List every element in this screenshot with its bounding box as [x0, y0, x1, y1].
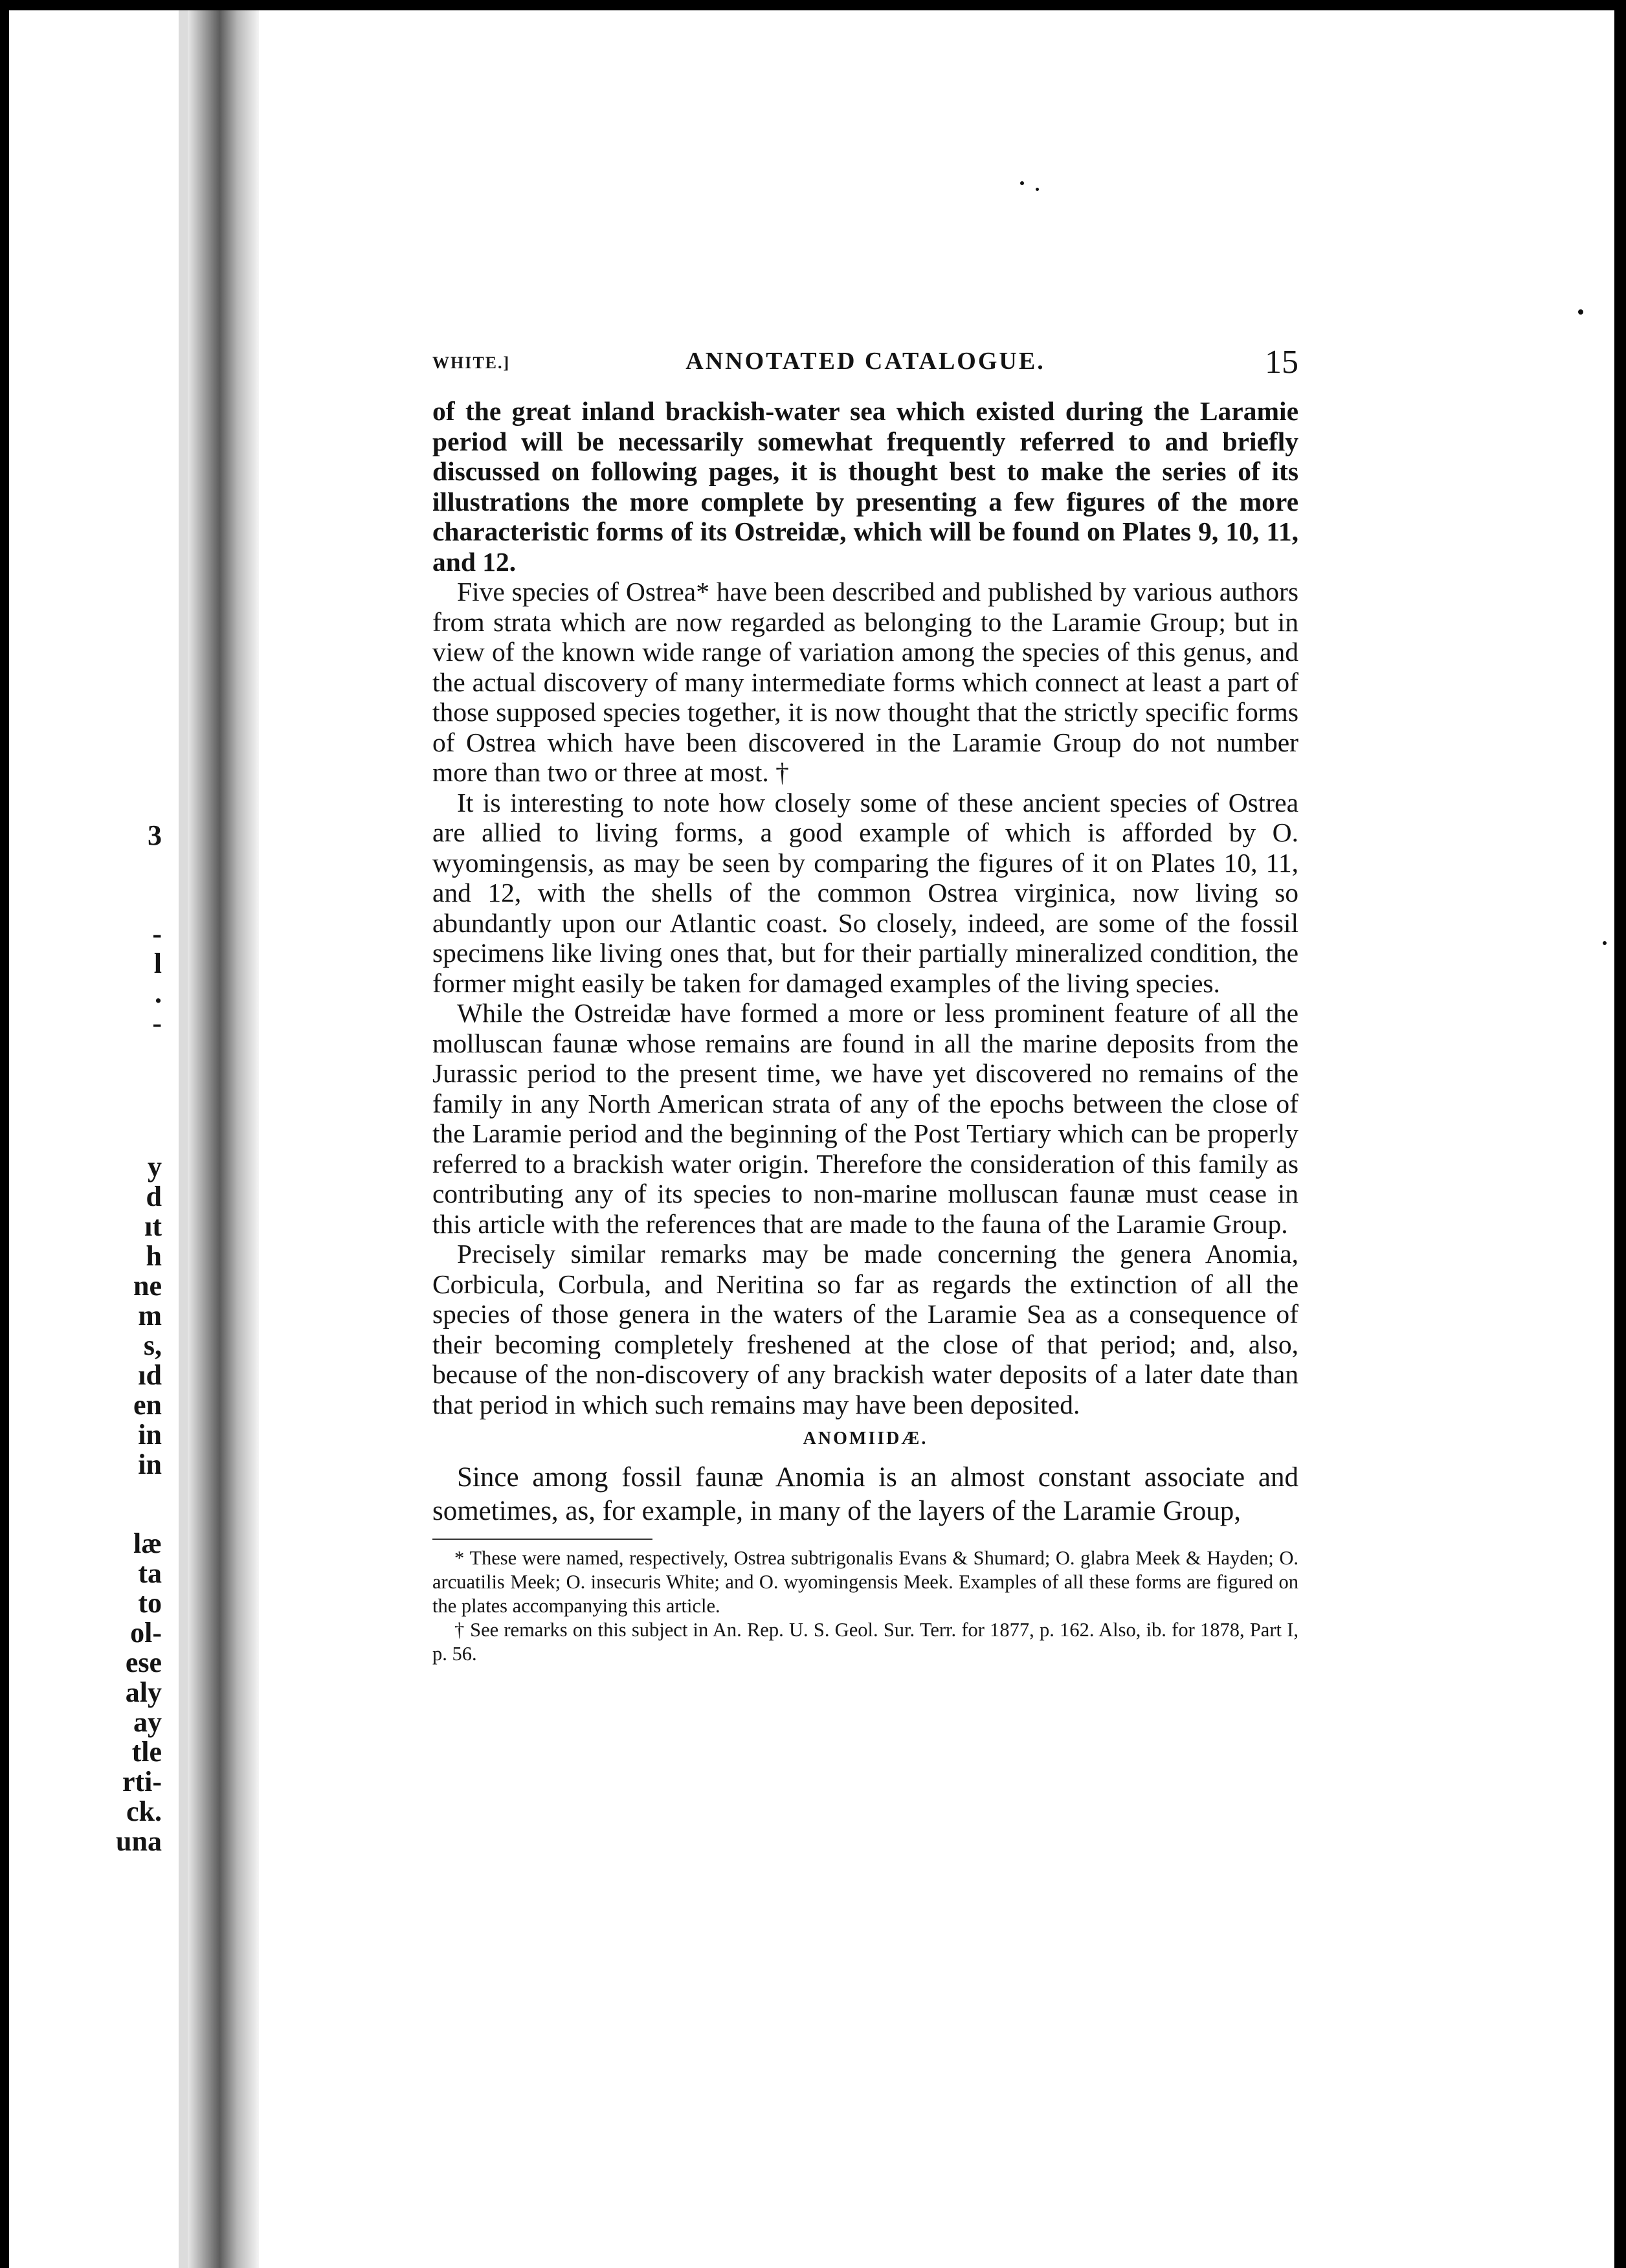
- facing-fragment: h: [146, 1240, 162, 1272]
- scan-border-right: [1614, 0, 1626, 2268]
- facing-fragment: ese: [125, 1647, 162, 1678]
- paragraph: Five species of Ostrea* have been described and published by various authors from strata which are now regarded as belonging to the Laramie Group; but in view of the known wide range of variation among the species of this genus, and the actual discovery of many intermediate forms which connect at least a part of those supposed species together, it is now thought that the strictly specific forms of Ostrea which have been discovered in the Laramie Group do not number more than two or three at most. †: [432, 577, 1298, 787]
- facing-fragment: to: [138, 1587, 162, 1619]
- scan-border-left: [0, 0, 9, 2268]
- facing-fragment: m: [138, 1300, 162, 1331]
- facing-fragment: d: [146, 1181, 162, 1212]
- facing-fragment: rti-: [122, 1766, 162, 1797]
- facing-fragment: ıt: [144, 1210, 162, 1242]
- facing-fragment: ıd: [138, 1359, 162, 1391]
- facing-fragment: una: [116, 1825, 162, 1857]
- scan-speck: [1036, 188, 1039, 191]
- document-page: [432, 343, 1298, 1666]
- scan-border-top: [0, 0, 1626, 10]
- running-head-author: WHITE.]: [432, 353, 511, 372]
- paragraph: It is interesting to note how closely some of these ancient species of Ostrea are allied to living forms, a good example of which is afforded by O. wyomingensis, as may be seen by comparing the figures of it on Plates 10, 11, and 12, with the shells of the common Ostrea virginica, now living so abundantly upon our Atlantic coast. So closely, indeed, are some of the fossil specimens like living ones that, but for their partially mineralized condition, the former might easily be taken for damaged examples of the living species.: [432, 787, 1298, 998]
- footnote-rule: [432, 1539, 652, 1540]
- facing-fragment: en: [133, 1389, 162, 1421]
- scan-speck: [1603, 941, 1607, 945]
- paragraph: Precisely similar remarks may be made concerning the genera Anomia, Corbicula, Corbula, and Neritina so far as regards the extinction of all the species of those genera in the waters of the Laramie Sea as a consequence of their becoming completely freshened at the close of that period; and, also, because of the non-discovery of any brackish water deposits of a later date than that period in which such remains may have been deposited.: [432, 1239, 1298, 1419]
- paragraph: While the Ostreidæ have formed a more or less prominent feature of all the molluscan faunæ whose remains are found in all the marine deposits from the Jurassic period to the present time, we have yet discovered no remains of the family in any North American strata of any of the epochs between the close of the Laramie period and the beginning of the Post Tertiary which can be properly referred to a brackish water origin. Therefore the consideration of this family as contributing any of its species to non-marine molluscan faunæ must cease in this article with the references that are made to the fauna of the Laramie Group.: [432, 998, 1298, 1239]
- facing-fragment: ol-: [130, 1617, 162, 1649]
- facing-fragment: in: [138, 1419, 162, 1451]
- facing-fragment: læ: [133, 1528, 162, 1559]
- footnote: * These were named, respectively, Ostrea subtrigonalis Evans & Shumard; O. glabra Meek & Hayden; O. arcuatilis Meek; O. insecuris White; and O. wyomingensis Meek. Examples of all these forms are figured on the plates accompanying this article.: [432, 1547, 1298, 1617]
- body-text: [432, 396, 1298, 1419]
- facing-fragment: 3: [148, 819, 162, 851]
- scan-speck: [1020, 181, 1024, 185]
- section-body: [432, 1461, 1298, 1528]
- facing-fragment: .: [155, 977, 162, 1009]
- book-gutter-fold: [179, 10, 188, 2268]
- paragraph: of the great inland brackish-water sea which existed during the Laramie period will be necessarily somewhat frequently referred to and briefly discussed on following pages, it is thought best to make the series of its illustrations the more complete by presenting a few figures of the more characteristic forms of its Ostreidæ, which will be found on Plates 9, 10, 11, and 12.: [432, 396, 1298, 577]
- paragraph: Since among fossil faunæ Anomia is an almost constant associate and sometimes, as, for example, in many of the layers of the Laramie Group,: [432, 1462, 1298, 1526]
- facing-fragment: y: [148, 1151, 162, 1183]
- facing-fragment: s,: [143, 1329, 162, 1361]
- facing-page-fragments: [13, 0, 162, 2268]
- facing-fragment: tle: [131, 1736, 162, 1768]
- running-head-title: ANNOTATED CATALOGUE.: [685, 348, 1045, 375]
- running-head: [432, 343, 1298, 382]
- facing-fragment: ne: [133, 1270, 162, 1302]
- facing-fragment: l: [153, 948, 162, 979]
- facing-fragment: -: [152, 918, 162, 950]
- facing-fragment: ck.: [126, 1796, 162, 1827]
- facing-fragment: -: [152, 1007, 162, 1039]
- book-gutter-shadow: [188, 10, 259, 2268]
- page-number: 15: [1265, 344, 1298, 381]
- scan-speck: [1578, 309, 1583, 315]
- facing-fragment: ta: [138, 1557, 162, 1589]
- facing-fragment: aly: [125, 1676, 162, 1708]
- section-heading: ANOMIIDÆ.: [803, 1429, 928, 1449]
- facing-fragment: ay: [133, 1706, 162, 1738]
- footnotes: [432, 1546, 1298, 1666]
- facing-fragment: in: [138, 1449, 162, 1480]
- footnote: † See remarks on this subject in An. Rep. U. S. Geol. Sur. Terr. for 1877, p. 162. Also, ib. for 1878, Part I, p. 56.: [432, 1619, 1298, 1665]
